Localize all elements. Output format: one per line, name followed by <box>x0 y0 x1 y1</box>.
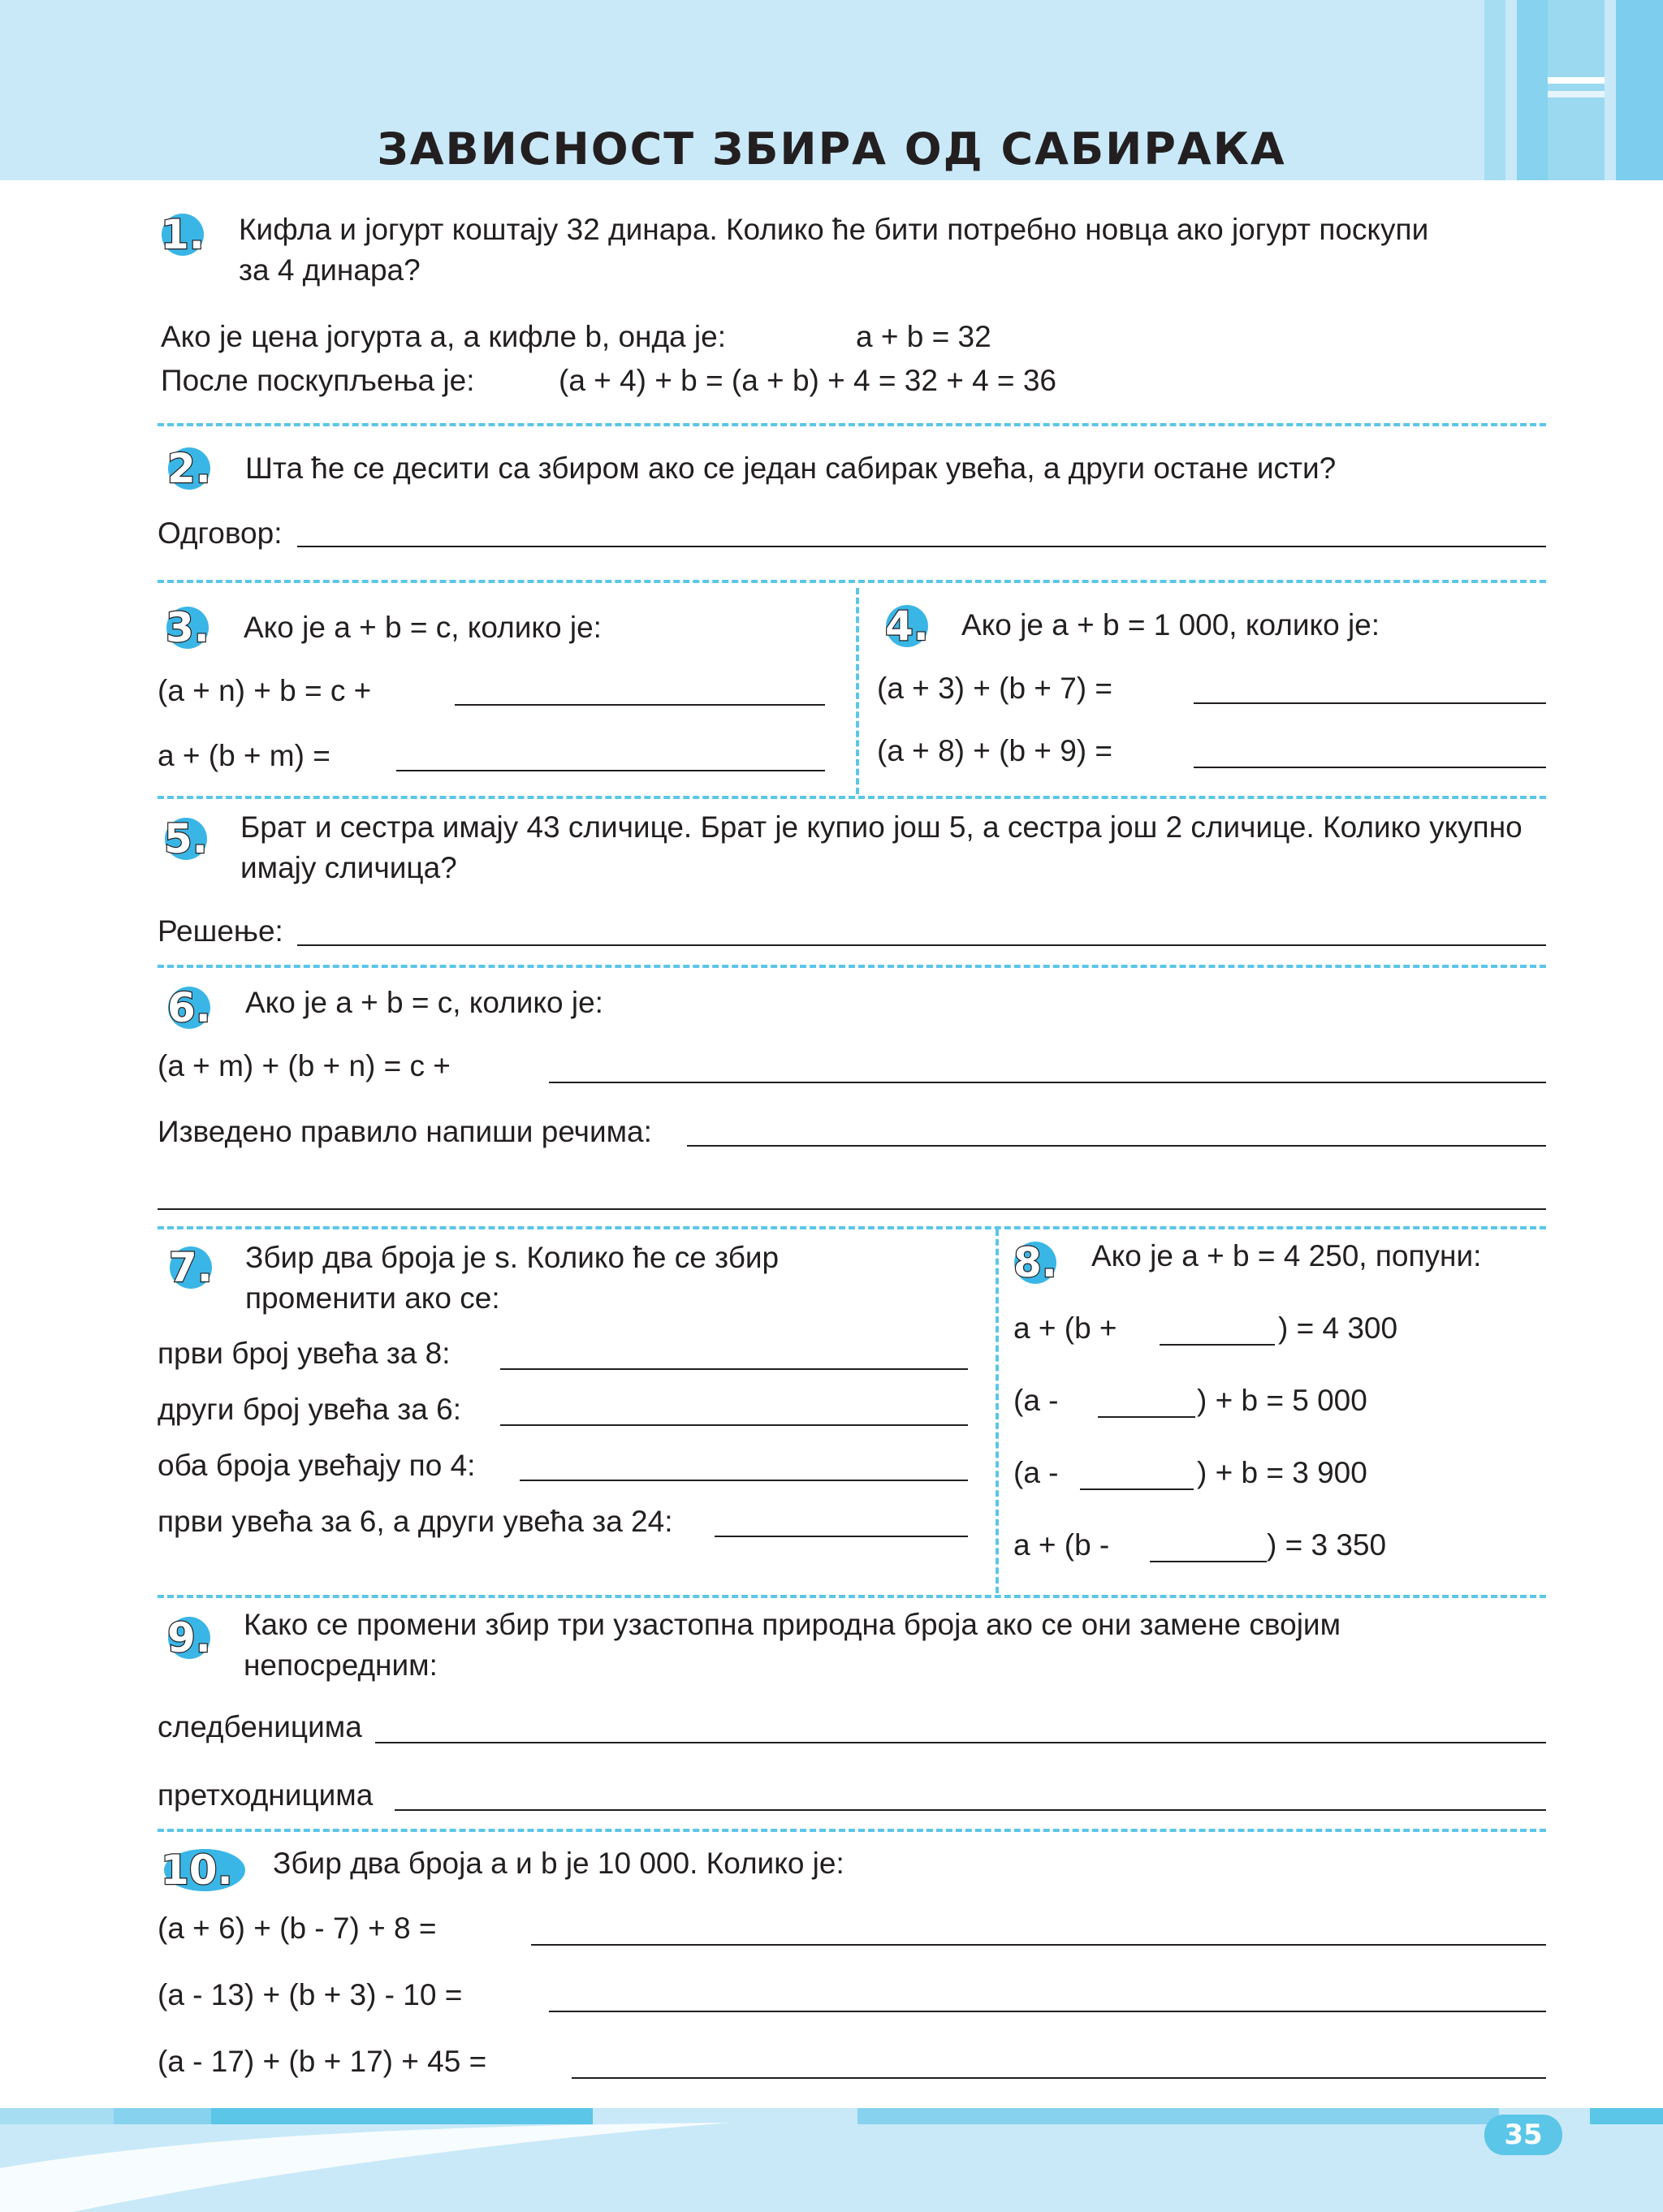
section-divider <box>158 965 1546 968</box>
blank-line[interactable] <box>1098 1416 1195 1418</box>
answer-line[interactable] <box>1194 702 1546 704</box>
answer-line[interactable] <box>1194 767 1546 768</box>
answer-line[interactable] <box>297 546 1546 547</box>
answer-line[interactable] <box>158 1208 1546 1210</box>
task-8-row3-right: ) + b = 3 900 <box>1197 1456 1367 1489</box>
task-number-badge <box>162 817 216 861</box>
task-number-badge <box>883 604 937 648</box>
answer-line[interactable] <box>549 2011 1546 2012</box>
answer-line[interactable] <box>549 1082 1546 1083</box>
task-10-row1: (a + 6) + (b - 7) + 8 = <box>158 1912 437 1945</box>
svg-text:9.: 9. <box>167 1614 211 1661</box>
task-4-row1: (a + 3) + (b + 7) = <box>877 672 1112 705</box>
task-number-badge <box>159 1848 253 1892</box>
header-stripe <box>1548 77 1605 84</box>
blank-line[interactable] <box>1150 1561 1267 1562</box>
task-7-row2: други број увећа за 6: <box>158 1393 461 1426</box>
svg-text:8.: 8. <box>1013 1239 1057 1286</box>
task-1-line1-expression: a + b = 32 <box>856 320 991 353</box>
svg-text:6.: 6. <box>167 984 211 1031</box>
task-1-line2-expression: (a + 4) + b = (a + b) + 4 = 32 + 4 = 36 <box>559 364 1056 397</box>
task-8-row4-left: a + (b - <box>1013 1528 1110 1562</box>
task-3-row2: a + (b + m) = <box>158 739 330 772</box>
footer-stripe <box>857 2108 1499 2124</box>
svg-text:3.: 3. <box>166 604 209 651</box>
task-5-answer-label: Решење: <box>158 914 283 948</box>
task-9-question: Како се промени збир три узастопна природна броја ако се они замене својим непосредним: <box>244 1608 1341 1682</box>
task-number-badge <box>166 1616 219 1660</box>
answer-line[interactable] <box>520 1480 968 1481</box>
task-7-row3: оба броја увећају по 4: <box>158 1449 476 1482</box>
section-divider <box>158 1829 1546 1832</box>
column-divider <box>996 1229 999 1593</box>
task-8-row1-right: ) = 4 300 <box>1278 1311 1398 1345</box>
task-10-row2: (a - 13) + (b + 3) - 10 = <box>158 1978 463 2011</box>
section-divider <box>158 580 1546 583</box>
section-divider <box>158 796 1546 799</box>
page-number: 35 <box>1484 2115 1562 2155</box>
footer-swoosh <box>0 2119 731 2212</box>
answer-line[interactable] <box>395 1809 1546 1811</box>
header-stripe <box>1548 91 1605 97</box>
answer-line[interactable] <box>572 2077 1546 2079</box>
task-number-badge <box>164 606 218 650</box>
task-7-question: Збир два броја је s. Колико ће се збир променити ако се: <box>245 1241 780 1315</box>
answer-line[interactable] <box>375 1742 1546 1743</box>
answer-line[interactable] <box>687 1145 1546 1147</box>
task-number-badge <box>1012 1241 1065 1285</box>
answer-line[interactable] <box>715 1536 968 1537</box>
task-9-row1: следбеницима <box>158 1710 362 1743</box>
answer-line[interactable] <box>455 704 825 706</box>
task-5-question: Брат и сестра имају 43 сличице. Брат је купио још 5, а сестра још 2 сличице. Колико укупно имају сличица? <box>240 810 1523 884</box>
task-7-row4: први увећа за 6, а други увећа за 24: <box>158 1505 673 1538</box>
task-8-question: Ако је a + b = 4 250, попуни: <box>1091 1239 1482 1272</box>
svg-text:5.: 5. <box>164 815 208 862</box>
task-4-question: Ако је a + b = 1 000, колико је: <box>961 608 1380 642</box>
blank-line[interactable] <box>1080 1488 1194 1490</box>
answer-line[interactable] <box>500 1424 968 1426</box>
task-8-row2-left: (a - <box>1013 1384 1059 1417</box>
task-10-question: Збир два броја a и b је 10 000. Колико је: <box>273 1847 844 1880</box>
page-title: ЗАВИСНОСТ ЗБИРА ОД САБИРАКА <box>377 123 1286 175</box>
section-divider <box>158 1226 1546 1229</box>
task-6-row2: Изведено правило напиши речима: <box>158 1115 652 1148</box>
column-divider <box>856 588 859 794</box>
task-6-row1: (a + m) + (b + n) = c + <box>158 1049 451 1082</box>
task-1-line1-text: Ако је цена јогурта a, а кифле b, онда је: <box>161 320 726 353</box>
svg-text:10.: 10. <box>161 1847 233 1894</box>
task-8-row3-left: (a - <box>1013 1456 1059 1489</box>
task-9-row2: претходницима <box>158 1778 374 1812</box>
svg-text:2.: 2. <box>167 445 211 492</box>
task-2-answer-label: Одговор: <box>158 516 283 550</box>
svg-text:4.: 4. <box>885 603 929 650</box>
task-3-row1: (a + n) + b = c + <box>158 674 372 707</box>
answer-line[interactable] <box>531 1944 1546 1946</box>
task-number-badge <box>166 986 219 1030</box>
task-8-row2-right: ) + b = 5 000 <box>1197 1384 1367 1417</box>
task-8-row1-left: a + (b + <box>1013 1311 1117 1345</box>
task-number-badge <box>167 1246 221 1290</box>
task-1-question: Кифла и јогурт коштају 32 динара. Колико ће бити потребно новца ако јогурт поскупи за 4 динара? <box>239 213 1429 287</box>
svg-text:1.: 1. <box>161 211 205 258</box>
svg-text:7.: 7. <box>169 1244 213 1291</box>
task-7-row1: први број увећа за 8: <box>158 1337 451 1370</box>
footer-stripe <box>1590 2108 1663 2124</box>
section-divider <box>158 1595 1546 1598</box>
section-divider <box>158 423 1546 426</box>
blank-line[interactable] <box>1160 1344 1275 1346</box>
task-number-badge <box>159 213 213 257</box>
answer-line[interactable] <box>396 770 825 771</box>
answer-line[interactable] <box>297 944 1546 946</box>
task-1-line2-text: После поскупљења је: <box>161 364 475 397</box>
task-3-question: Ако је a + b = c, колико је: <box>244 611 602 644</box>
answer-line[interactable] <box>500 1368 968 1370</box>
task-2-question: Шта ће се десити са збиром ако се један сабирак увећа, а други остане исти? <box>245 451 1337 485</box>
task-number-badge <box>166 447 219 490</box>
task-6-question: Ако је a + b = c, колико је: <box>245 986 603 1019</box>
task-4-row2: (a + 8) + (b + 9) = <box>877 734 1112 767</box>
task-8-row4-right: ) = 3 350 <box>1267 1528 1387 1562</box>
task-10-row3: (a - 17) + (b + 17) + 45 = <box>158 2045 487 2078</box>
